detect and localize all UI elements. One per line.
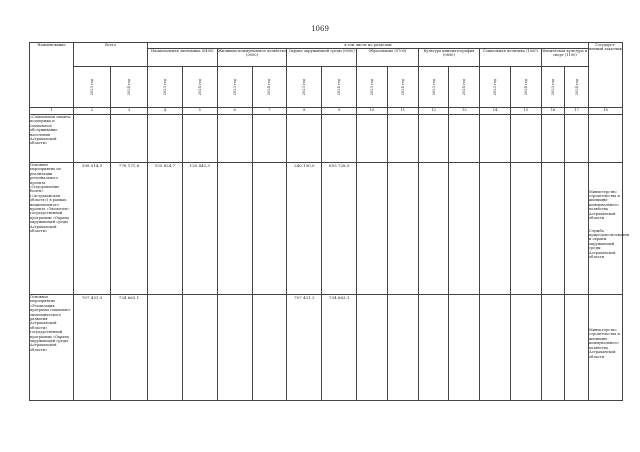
table-cell bbox=[147, 295, 182, 401]
column-number: 15 bbox=[510, 108, 541, 115]
column-number: 13 bbox=[449, 108, 480, 115]
section-header: Физическая культура и спорт (1100) bbox=[541, 49, 588, 67]
executor-name: Министерство строительства и жилищно-коммунального хозяйства Астраханской области bbox=[589, 328, 620, 359]
table-cell bbox=[252, 115, 287, 163]
executor-name: Министерство строительства и жилищно-коммунального хозяйства Астраханской области bbox=[589, 189, 620, 221]
table-cell: 707 431,3 bbox=[74, 295, 111, 401]
year-header: 2023 год bbox=[357, 67, 388, 108]
year-header: 2024 год bbox=[565, 67, 589, 108]
section-header: Социальная политика (1000) bbox=[480, 49, 542, 67]
section-header: Охрана окружающей среды (0600) bbox=[287, 49, 357, 67]
column-number: 7 bbox=[252, 108, 287, 115]
table-cell: 155 824,7 bbox=[147, 163, 182, 295]
column-number: 4 bbox=[147, 108, 182, 115]
table-cell bbox=[147, 115, 182, 163]
table-cell bbox=[541, 163, 565, 295]
year-header: 2023 год bbox=[541, 67, 565, 108]
table-cell bbox=[418, 115, 449, 163]
page-number: 1069 bbox=[311, 25, 329, 33]
table-cell: 120 443,3 bbox=[182, 163, 217, 295]
column-number: 12 bbox=[418, 108, 449, 115]
executor-cell bbox=[589, 163, 630, 295]
executor-cell bbox=[589, 115, 623, 163]
table-cell: 776 171,8 bbox=[111, 163, 148, 295]
table-cell bbox=[111, 115, 148, 163]
table-cell bbox=[541, 115, 565, 163]
in-sections-header: в том числе по разделам bbox=[147, 43, 588, 49]
table-cell bbox=[357, 115, 388, 163]
column-number: 18 bbox=[589, 108, 623, 115]
column-number: 10 bbox=[357, 108, 388, 115]
table-cell bbox=[387, 163, 418, 295]
column-number: 6 bbox=[217, 108, 252, 115]
column-number: 1 bbox=[30, 108, 74, 115]
column-number: 17 bbox=[565, 108, 589, 115]
column-number: 5 bbox=[182, 108, 217, 115]
table-cell bbox=[418, 163, 449, 295]
executor-name: Служба природопользования и охраны окружающей среды Астраханской области bbox=[589, 228, 630, 259]
col-total-header: Всего bbox=[74, 43, 148, 67]
column-number: 2 bbox=[74, 108, 111, 115]
column-number: 8 bbox=[287, 108, 322, 115]
section-header: Культура кинематография (0800) bbox=[418, 49, 480, 67]
table-cell bbox=[480, 163, 511, 295]
table-cell bbox=[418, 295, 449, 401]
table-cell bbox=[387, 295, 418, 401]
year-header: 2024 год bbox=[510, 67, 541, 108]
year-header: 2023 год bbox=[480, 67, 511, 108]
table-cell bbox=[449, 115, 480, 163]
table-cell: 734 663,1 bbox=[322, 295, 357, 401]
year-header: 2024 год bbox=[449, 67, 480, 108]
col-executor-header: Государст-венный заказчик bbox=[589, 43, 623, 108]
section-header: Национальная экономика (0400) bbox=[147, 49, 217, 67]
table-cell bbox=[217, 115, 252, 163]
section-header: Жилищно-коммунальное хозяйство (0500) bbox=[217, 49, 287, 67]
table-cell bbox=[565, 295, 589, 401]
year-header: 2023 год bbox=[74, 67, 111, 108]
executor-cell bbox=[589, 295, 623, 401]
year-header: 2024 год bbox=[322, 67, 357, 108]
col-name-header: Наименование bbox=[30, 43, 74, 108]
table-row bbox=[30, 115, 623, 163]
table-cell: 398 014,5 bbox=[74, 163, 111, 295]
table-cell bbox=[387, 115, 418, 163]
table-cell bbox=[480, 115, 511, 163]
table-cell bbox=[74, 115, 111, 163]
table-cell bbox=[217, 163, 252, 295]
table-cell: 707 431,3 bbox=[287, 295, 322, 401]
column-number: 9 bbox=[322, 108, 357, 115]
table-cell bbox=[565, 163, 589, 295]
year-header: 2024 год bbox=[387, 67, 418, 108]
row-name: Основное мероприятие «Реализация программ социально-экономического развития Астраханской области» государственной программы «Охрана окружающей среды Астраханской области» bbox=[30, 295, 74, 401]
table-cell bbox=[541, 295, 565, 401]
year-header: 2024 год bbox=[182, 67, 217, 108]
table-cell bbox=[252, 163, 287, 295]
table-cell bbox=[217, 295, 252, 401]
column-number: 3 bbox=[111, 108, 148, 115]
table-cell: 734 663,1 bbox=[111, 295, 148, 401]
column-number: 11 bbox=[387, 108, 418, 115]
table-cell bbox=[480, 295, 511, 401]
table-cell bbox=[510, 295, 541, 401]
table-cell bbox=[357, 295, 388, 401]
table-cell bbox=[182, 295, 217, 401]
year-header: 2023 год bbox=[147, 67, 182, 108]
table-cell bbox=[449, 295, 480, 401]
table-cell: 655 728,5 bbox=[322, 163, 357, 295]
table-cell bbox=[357, 163, 388, 295]
year-header: 2023 год bbox=[418, 67, 449, 108]
budget-table bbox=[29, 42, 630, 401]
table-cell bbox=[449, 163, 480, 295]
table-cell bbox=[510, 115, 541, 163]
table-row bbox=[30, 163, 623, 295]
table-cell: 240 190,0 bbox=[287, 163, 322, 295]
table-cell bbox=[510, 163, 541, 295]
row-name: Основное мероприятие по реализации регионального проекта «Оздоровление Волги» («Астраханская область») в рамках национального проекта «Экология» государственной программы «Охрана окружающей среды Астраханской области» bbox=[30, 163, 74, 295]
year-header: 2024 год bbox=[111, 67, 148, 108]
row-name: «Социальная защита, поддержка и социальное обслуживание населения Астраханской области» bbox=[30, 115, 74, 163]
table-cell bbox=[182, 115, 217, 163]
column-number: 14 bbox=[480, 108, 511, 115]
column-number: 16 bbox=[541, 108, 565, 115]
table-cell bbox=[565, 115, 589, 163]
year-header: 2024 год bbox=[252, 67, 287, 108]
section-header: Образование (0700) bbox=[357, 49, 419, 67]
table-cell bbox=[322, 115, 357, 163]
table-cell bbox=[287, 115, 322, 163]
table-cell bbox=[252, 295, 287, 401]
year-header: 2023 год bbox=[217, 67, 252, 108]
table-row bbox=[30, 295, 623, 401]
year-header: 2023 год bbox=[287, 67, 322, 108]
